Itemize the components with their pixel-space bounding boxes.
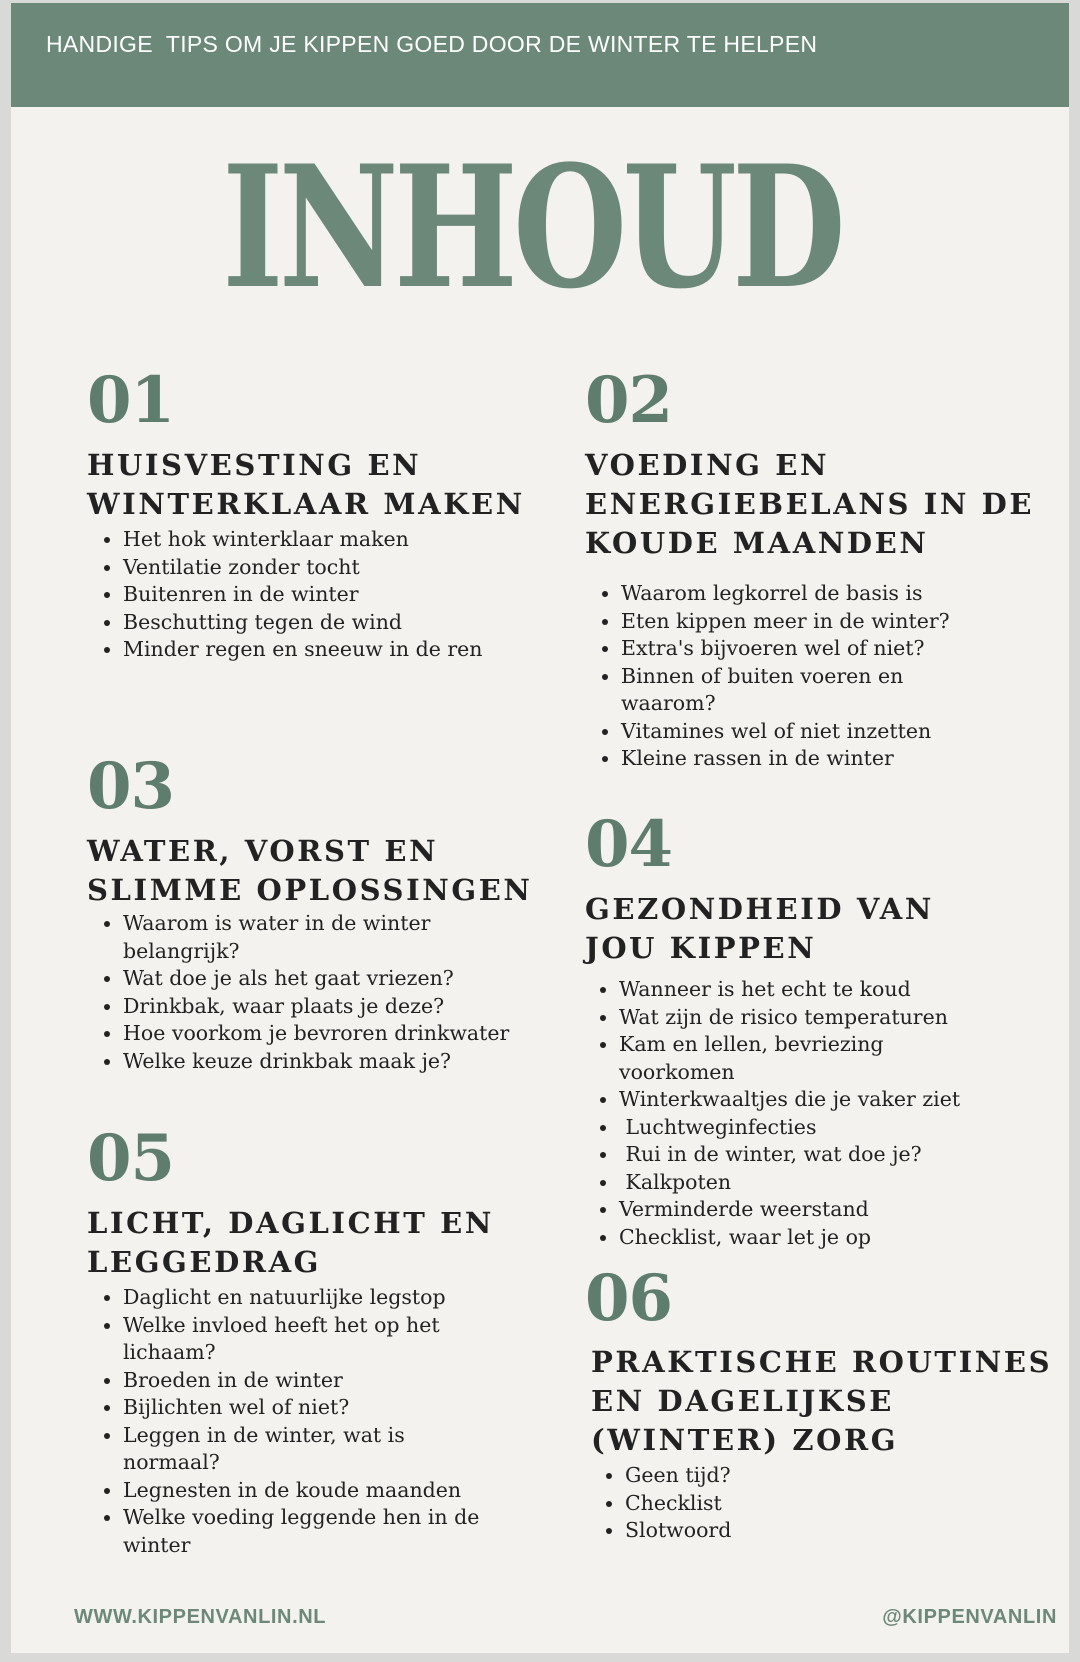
section-number: 01 — [87, 363, 175, 438]
list-item: • Legnesten in de koude maanden — [123, 1477, 503, 1505]
item-list — [87, 526, 553, 664]
list-item: • Minder regen en sneeuw in de ren — [123, 636, 553, 664]
list-item: • Welke keuze drinkbak maak je? — [123, 1048, 453, 1076]
section-04 — [585, 807, 1055, 1251]
section-heading — [591, 1343, 1055, 1460]
list-item: • Wat zijn de risico temperaturen — [619, 1004, 959, 1032]
list-item: • Hoe voorkom je bevroren drinkwater — [123, 1020, 453, 1048]
item-list — [585, 1462, 925, 1545]
list-item: • Wat doe je als het gaat vriezen? — [123, 965, 453, 993]
item-list — [87, 910, 510, 1075]
list-item: • Checklist, waar let je op — [619, 1224, 959, 1252]
list-item: • Slotwoord — [625, 1517, 925, 1545]
section-heading — [87, 832, 547, 910]
list-item: • Welke voeding leggende hen in de winter — [123, 1504, 503, 1559]
list-item: • Rui in de winter, wat doe je? — [619, 1141, 959, 1169]
heading-line: VOEDING EN — [585, 448, 830, 482]
item-list — [585, 580, 950, 773]
item-list — [87, 1284, 503, 1559]
list-item: • Broeden in de winter — [123, 1367, 503, 1395]
list-item: • Het hok winterklaar maken — [123, 526, 553, 554]
section-03 — [87, 749, 547, 1075]
section-number: 02 — [585, 363, 673, 438]
section-heading — [87, 1204, 547, 1282]
page-title: INHOUD — [222, 128, 842, 326]
heading-line: PRAKTISCHE ROUTINES — [591, 1345, 1053, 1379]
heading-line: LEGGEDRAG — [87, 1245, 322, 1279]
list-item: • Leggen in de winter, wat is normaal? — [123, 1422, 503, 1477]
list-item: • Waarom is water in de winter belangrijk? — [123, 910, 453, 965]
heading-line: SLIMME OPLOSSINGEN — [87, 873, 533, 907]
list-item: • Daglicht en natuurlijke legstop — [123, 1284, 503, 1312]
section-number: 06 — [585, 1261, 673, 1336]
list-item: • Welke invloed heeft het op het lichaam? — [123, 1312, 503, 1367]
header-banner — [11, 3, 1069, 107]
list-item: • Waarom legkorrel de basis is — [621, 580, 931, 608]
heading-line: JOU KIPPEN — [585, 931, 817, 965]
list-item: • Beschutting tegen de wind — [123, 609, 553, 637]
section-number: 05 — [87, 1121, 175, 1196]
section-heading — [585, 446, 1055, 563]
section-01 — [87, 363, 547, 664]
list-item: • Ventilatie zonder tocht — [123, 554, 553, 582]
section-number: 04 — [585, 807, 673, 882]
heading-line: GEZONDHEID VAN — [585, 892, 934, 926]
list-item: • Extra's bijvoeren wel of niet? — [621, 635, 931, 663]
list-item: • Luchtweginfecties — [619, 1114, 959, 1142]
list-item: • Drinkbak, waar plaats je deze? — [123, 993, 453, 1021]
banner-text: HANDIGE TIPS OM JE KIPPEN GOED DOOR DE WINTER TE HELPEN — [46, 31, 818, 57]
item-list — [585, 976, 959, 1251]
section-heading — [585, 890, 1055, 968]
heading-line: WINTERKLAAR MAKEN — [87, 487, 525, 521]
section-05 — [87, 1121, 547, 1559]
footer-handle: @KIPPENVANLIN — [882, 1606, 1057, 1628]
heading-line: HUISVESTING EN — [87, 448, 422, 482]
list-item: • Kam en lellen, bevriezing voorkomen — [619, 1031, 959, 1086]
section-number: 03 — [87, 749, 175, 824]
list-item: • Bijlichten wel of niet? — [123, 1394, 503, 1422]
footer-website: WWW.KIPPENVANLIN.NL — [74, 1606, 327, 1628]
list-item: • Eten kippen meer in de winter? — [621, 608, 931, 636]
section-02 — [585, 363, 1055, 773]
list-item: • Binnen of buiten voeren en waarom? — [621, 663, 931, 718]
list-item: • Kalkpoten — [619, 1169, 959, 1197]
list-item: • Checklist — [625, 1490, 925, 1518]
heading-line: (WINTER) ZORG — [591, 1423, 899, 1457]
heading-line: LICHT, DAGLICHT EN — [87, 1206, 494, 1240]
heading-line: KOUDE MAANDEN — [585, 526, 929, 560]
heading-line: WATER, VORST EN — [87, 834, 439, 868]
heading-line: EN DAGELIJKSE — [591, 1384, 894, 1418]
list-item: • Wanneer is het echt te koud — [619, 976, 959, 1004]
document-page — [11, 3, 1069, 1653]
list-item: • Vitamines wel of niet inzetten — [621, 718, 931, 746]
list-item: • Buitenren in de winter — [123, 581, 553, 609]
list-item: • Geen tijd? — [625, 1462, 925, 1490]
list-item: • Kleine rassen in de winter — [621, 745, 931, 773]
heading-line: ENERGIEBELANS IN DE — [585, 487, 1035, 521]
list-item: • Verminderde weerstand — [619, 1196, 959, 1224]
list-item: • Winterkwaaltjes die je vaker ziet — [619, 1086, 959, 1114]
section-heading — [87, 446, 547, 524]
section-06 — [585, 1261, 1055, 1545]
